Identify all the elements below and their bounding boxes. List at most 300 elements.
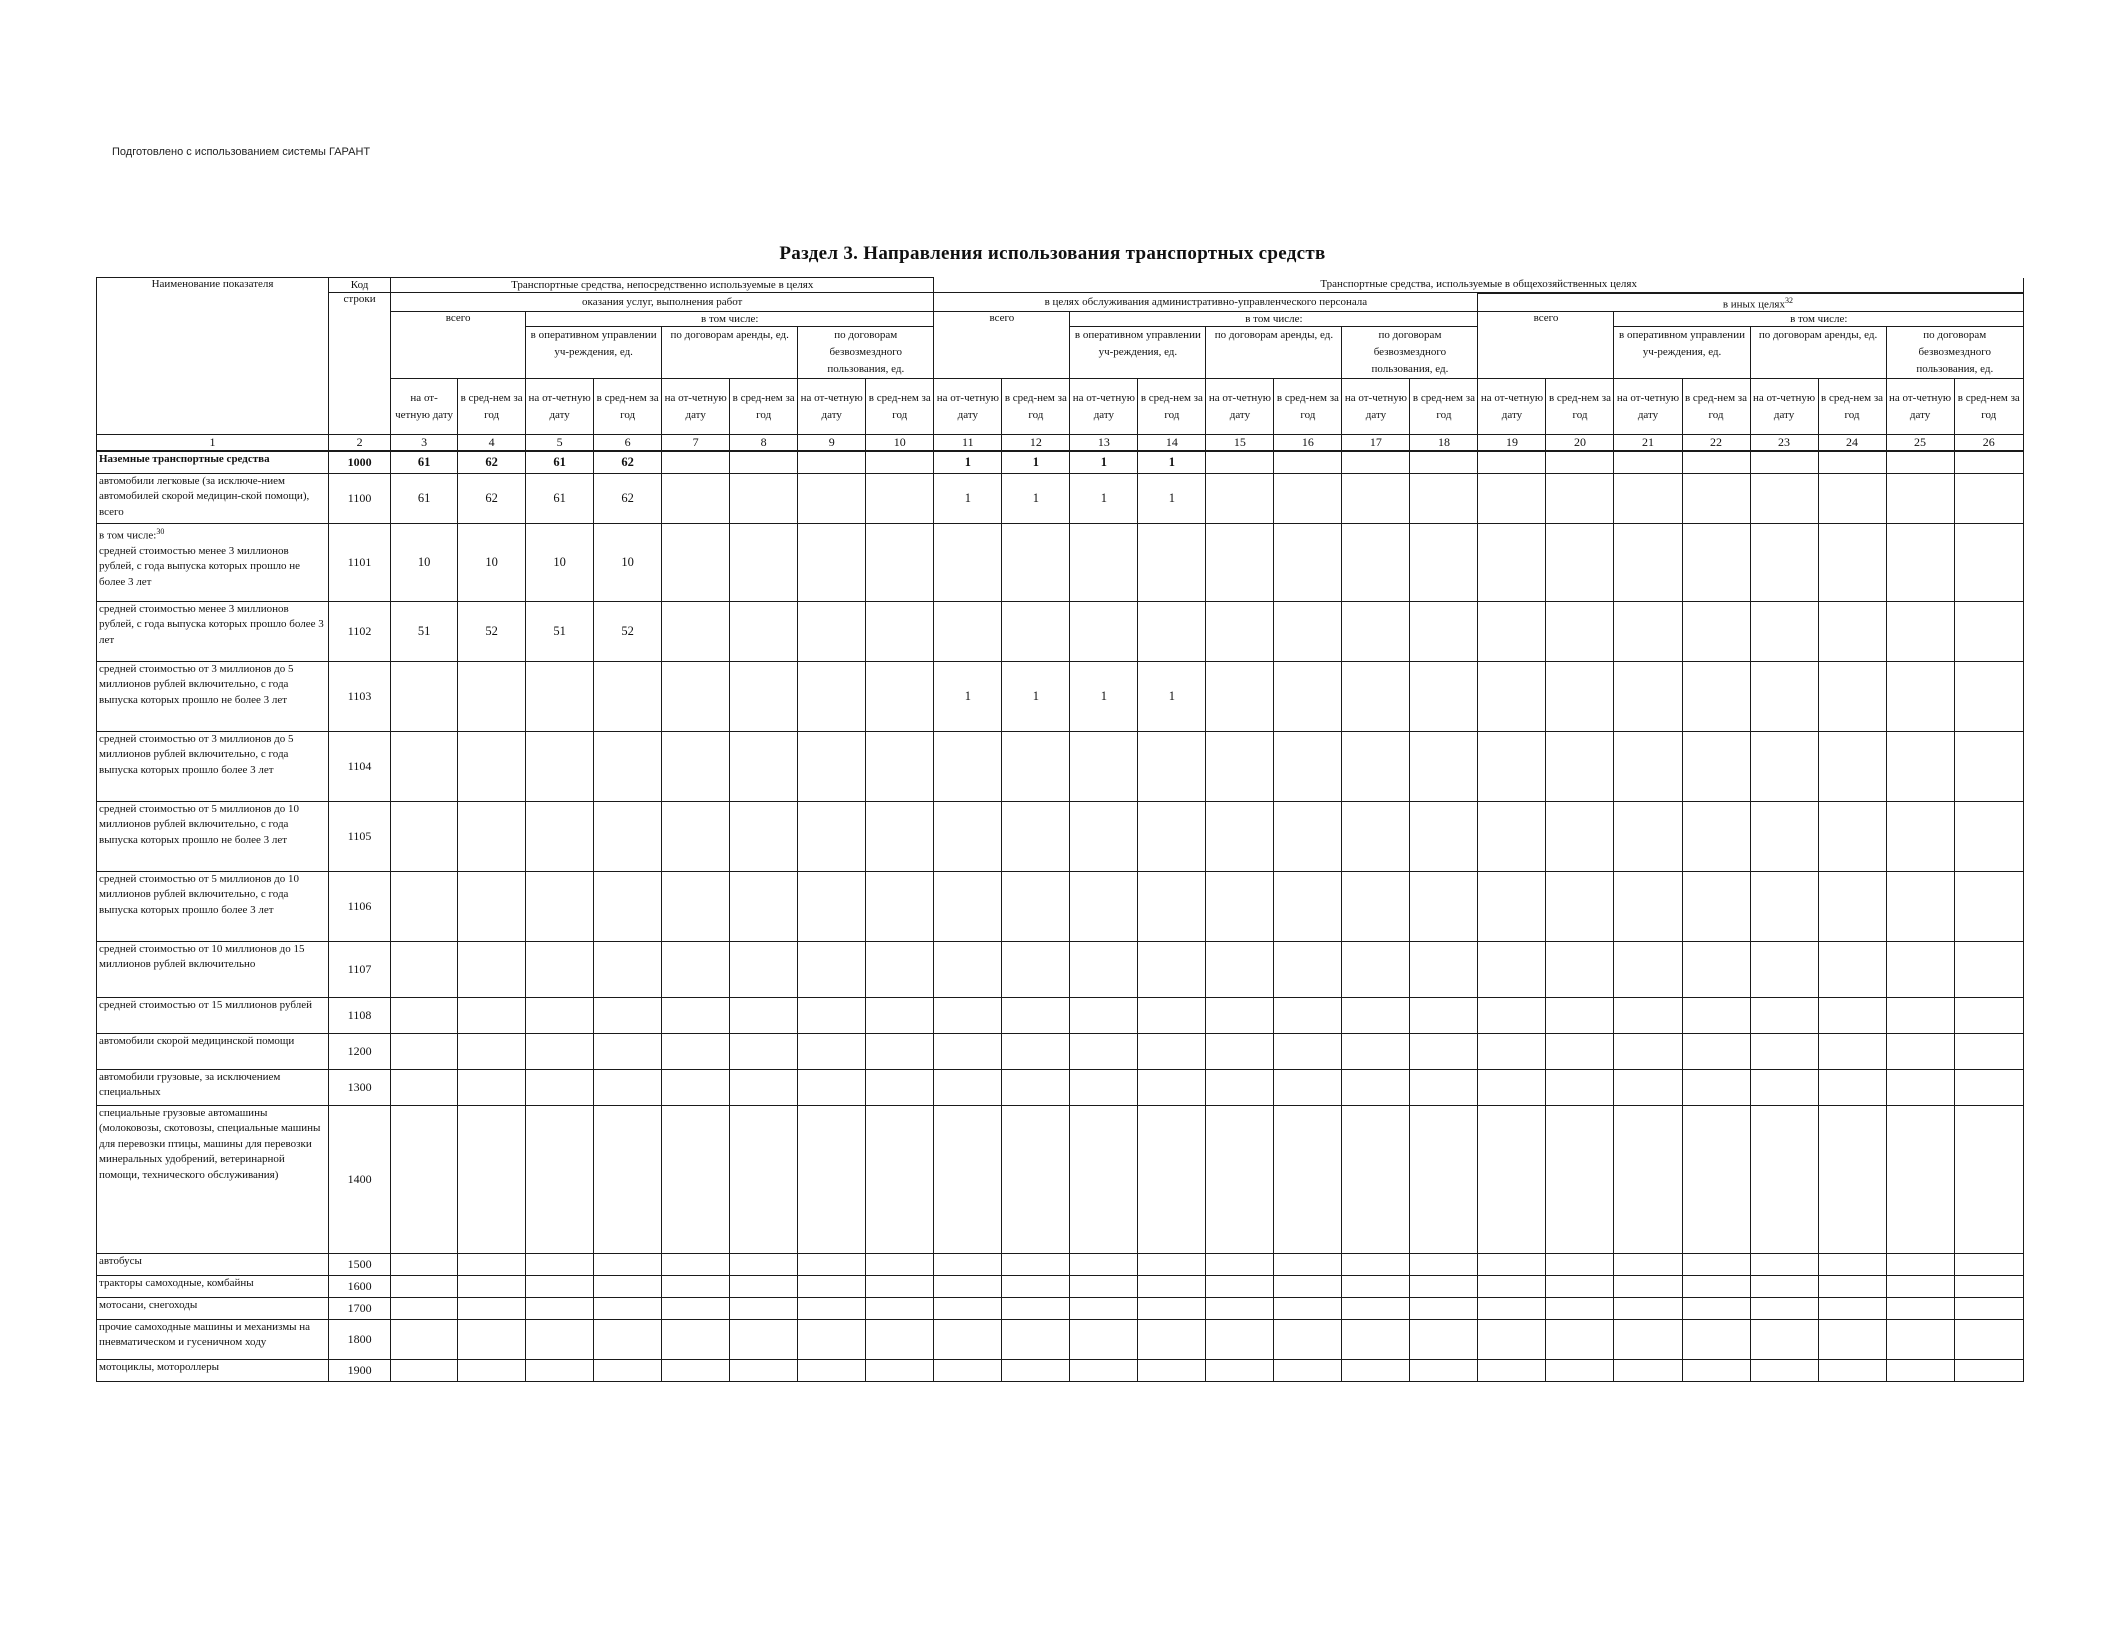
- value-cell: [1682, 731, 1750, 801]
- value-cell: [1546, 1359, 1614, 1381]
- value-cell: [730, 1319, 798, 1359]
- value-cell: [526, 1319, 594, 1359]
- indicator-name: мотоциклы, мотороллеры: [97, 1359, 329, 1381]
- table-row: [97, 1105, 2024, 1253]
- value-cell: [1410, 601, 1478, 661]
- value-cell: [1682, 1297, 1750, 1319]
- column-number: 18: [1410, 435, 1478, 452]
- value-cell: [1002, 1359, 1070, 1381]
- value-cell: [1886, 451, 1954, 473]
- value-cell: [1070, 871, 1138, 941]
- value-cell: 61: [391, 473, 458, 523]
- value-cell: [1342, 871, 1410, 941]
- value-cell: [1818, 601, 1886, 661]
- row-code: 1101: [329, 523, 391, 601]
- table-row: [97, 661, 2024, 731]
- value-cell: [934, 871, 1002, 941]
- column-number: 7: [662, 435, 730, 452]
- value-cell: 10: [391, 523, 458, 601]
- value-cell: [798, 1297, 866, 1319]
- value-cell: [1614, 731, 1682, 801]
- value-cell: [730, 1253, 798, 1275]
- value-cell: [1342, 801, 1410, 871]
- value-cell: [1002, 871, 1070, 941]
- value-cell: [594, 1105, 662, 1253]
- value-cell: [1954, 871, 2023, 941]
- value-cell: [458, 941, 526, 997]
- header-at-date: на от-четную дату: [934, 379, 1002, 435]
- value-cell: [1614, 661, 1682, 731]
- value-cell: [1138, 1319, 1206, 1359]
- table-row: [97, 601, 2024, 661]
- value-cell: [1410, 731, 1478, 801]
- value-cell: [934, 1253, 1002, 1275]
- value-cell: [866, 871, 934, 941]
- value-cell: [1002, 523, 1070, 601]
- value-cell: 61: [391, 451, 458, 473]
- value-cell: [1750, 601, 1818, 661]
- value-cell: [1138, 997, 1206, 1033]
- value-cell: [1002, 997, 1070, 1033]
- value-cell: [866, 473, 934, 523]
- header-at-date: на от-четную дату: [1342, 379, 1410, 435]
- header-direct-total: всего: [391, 312, 526, 379]
- column-number: 1: [97, 435, 329, 452]
- value-cell: [1546, 1069, 1614, 1105]
- value-cell: [1954, 1069, 2023, 1105]
- column-number: 23: [1750, 435, 1818, 452]
- value-cell: [1954, 1319, 2023, 1359]
- indicator-name: специальные грузовые автомашины (молоковозы, скотовозы, специальные машины для перевозки птицы, машины для перевозки минеральных удобрений, ветеринарной помощи, технического обслуживания): [97, 1105, 329, 1253]
- value-cell: [1478, 1069, 1546, 1105]
- value-cell: [1818, 523, 1886, 601]
- table-row: [97, 1253, 2024, 1275]
- value-cell: [1886, 1319, 1954, 1359]
- value-cell: [1274, 941, 1342, 997]
- value-cell: [866, 1297, 934, 1319]
- value-cell: [1682, 997, 1750, 1033]
- table-row: [97, 1297, 2024, 1319]
- value-cell: [1682, 1319, 1750, 1359]
- indicator-name: автомобили легковые (за исключе-нием автомобилей скорой медицин-ской помощи), всего: [97, 473, 329, 523]
- value-cell: [662, 941, 730, 997]
- value-cell: [1478, 523, 1546, 601]
- value-cell: [934, 601, 1002, 661]
- value-cell: [1274, 997, 1342, 1033]
- value-cell: [1410, 1105, 1478, 1253]
- value-cell: [594, 1297, 662, 1319]
- row-code: 1700: [329, 1297, 391, 1319]
- value-cell: [1274, 601, 1342, 661]
- header-avg-year: в сред-нем за год: [1818, 379, 1886, 435]
- value-cell: [1342, 523, 1410, 601]
- value-cell: [1206, 1033, 1274, 1069]
- value-cell: [866, 801, 934, 871]
- value-cell: [662, 1359, 730, 1381]
- value-cell: 61: [526, 473, 594, 523]
- value-cell: 62: [458, 451, 526, 473]
- value-cell: [1342, 601, 1410, 661]
- value-cell: [662, 1253, 730, 1275]
- value-cell: [1478, 871, 1546, 941]
- value-cell: [458, 1069, 526, 1105]
- value-cell: [662, 661, 730, 731]
- value-cell: [1206, 473, 1274, 523]
- value-cell: [934, 731, 1002, 801]
- value-cell: [391, 661, 458, 731]
- column-number: 17: [1342, 435, 1410, 452]
- value-cell: [391, 941, 458, 997]
- value-cell: [1682, 1253, 1750, 1275]
- header-avg-year: в сред-нем за год: [1954, 379, 2023, 435]
- header-direct-including: в том числе:: [526, 312, 934, 327]
- value-cell: [1206, 871, 1274, 941]
- column-number: 24: [1818, 435, 1886, 452]
- value-cell: [1750, 1319, 1818, 1359]
- row-code: 1400: [329, 1105, 391, 1253]
- row-code: 1102: [329, 601, 391, 661]
- value-cell: 1: [934, 661, 1002, 731]
- value-cell: [1546, 661, 1614, 731]
- value-cell: [1410, 661, 1478, 731]
- column-number: 14: [1138, 435, 1206, 452]
- value-cell: [1002, 1253, 1070, 1275]
- value-cell: [1138, 523, 1206, 601]
- value-cell: [866, 997, 934, 1033]
- header-direct-operative: в оперативном управлении уч-реждения, ед.: [526, 327, 662, 379]
- column-number: 20: [1546, 435, 1614, 452]
- table-row: [97, 523, 2024, 601]
- value-cell: [1070, 523, 1138, 601]
- header-other-operative: в оперативном управлении уч-реждения, ед.: [1614, 327, 1750, 379]
- value-cell: [934, 997, 1002, 1033]
- value-cell: [866, 1359, 934, 1381]
- value-cell: [1886, 871, 1954, 941]
- header-at-date: на от-четную дату: [1478, 379, 1546, 435]
- value-cell: [1478, 473, 1546, 523]
- header-general-group: Транспортные средства, используемые в общехозяйственных целях: [934, 278, 2024, 293]
- value-cell: [1886, 601, 1954, 661]
- row-code: 1200: [329, 1033, 391, 1069]
- value-cell: [934, 523, 1002, 601]
- value-cell: [798, 1319, 866, 1359]
- header-at-date: на от-четную дату: [1614, 379, 1682, 435]
- row-code: 1105: [329, 801, 391, 871]
- value-cell: [1614, 1253, 1682, 1275]
- column-number: 6: [594, 435, 662, 452]
- value-cell: [594, 1359, 662, 1381]
- value-cell: [798, 661, 866, 731]
- value-cell: [1070, 1297, 1138, 1319]
- value-cell: [1478, 1297, 1546, 1319]
- value-cell: [391, 871, 458, 941]
- table-row: [97, 997, 2024, 1033]
- value-cell: [1614, 1069, 1682, 1105]
- value-cell: [1954, 523, 2023, 601]
- value-cell: [526, 1275, 594, 1297]
- header-direct-lease: по договорам аренды, ед.: [662, 327, 798, 379]
- header-other-lease: по договорам аренды, ед.: [1750, 327, 1886, 379]
- value-cell: [1206, 1069, 1274, 1105]
- value-cell: [391, 1069, 458, 1105]
- value-cell: [1886, 997, 1954, 1033]
- value-cell: [1954, 1297, 2023, 1319]
- value-cell: [1546, 451, 1614, 473]
- table-row: [97, 941, 2024, 997]
- value-cell: [1750, 1069, 1818, 1105]
- row-code: 1103: [329, 661, 391, 731]
- value-cell: [1206, 997, 1274, 1033]
- value-cell: [458, 801, 526, 871]
- value-cell: [1342, 1319, 1410, 1359]
- value-cell: [1070, 1319, 1138, 1359]
- value-cell: [1070, 1105, 1138, 1253]
- value-cell: [1886, 1359, 1954, 1381]
- value-cell: [1954, 1253, 2023, 1275]
- value-cell: [1206, 941, 1274, 997]
- value-cell: [526, 1033, 594, 1069]
- value-cell: [798, 1359, 866, 1381]
- table-row: [97, 871, 2024, 941]
- value-cell: [1478, 661, 1546, 731]
- value-cell: [1954, 801, 2023, 871]
- value-cell: [1274, 801, 1342, 871]
- value-cell: [1478, 451, 1546, 473]
- value-cell: [458, 1275, 526, 1297]
- value-cell: [1614, 473, 1682, 523]
- column-number: 4: [458, 435, 526, 452]
- value-cell: [1818, 661, 1886, 731]
- header-direct-free-use: по договорам безвозмездного пользования, ед.: [798, 327, 934, 379]
- indicator-name: средней стоимостью от 15 миллионов рублей: [97, 997, 329, 1033]
- value-cell: [1002, 1275, 1070, 1297]
- indicator-name: средней стоимостью менее 3 миллионов рублей, с года выпуска которых прошло более 3 лет: [97, 601, 329, 661]
- table-header: [97, 278, 2024, 435]
- table-row: [97, 1319, 2024, 1359]
- value-cell: [1138, 1359, 1206, 1381]
- value-cell: [1342, 1359, 1410, 1381]
- value-cell: [1818, 731, 1886, 801]
- header-admin-sub: в целях обслуживания административно-управленческого персонала: [934, 293, 1478, 312]
- header-at-date: на от-четную дату: [391, 379, 458, 435]
- value-cell: [1546, 1033, 1614, 1069]
- value-cell: [1886, 523, 1954, 601]
- value-cell: [1614, 523, 1682, 601]
- value-cell: 10: [594, 523, 662, 601]
- value-cell: [1546, 1297, 1614, 1319]
- row-code: 1107: [329, 941, 391, 997]
- value-cell: [662, 1297, 730, 1319]
- value-cell: [662, 801, 730, 871]
- value-cell: [1206, 1359, 1274, 1381]
- column-number: 9: [798, 435, 866, 452]
- value-cell: [1138, 1297, 1206, 1319]
- header-avg-year: в сред-нем за год: [1546, 379, 1614, 435]
- value-cell: [1478, 731, 1546, 801]
- value-cell: [1206, 523, 1274, 601]
- transport-usage-table: [96, 277, 2024, 1382]
- value-cell: [526, 1069, 594, 1105]
- value-cell: [1818, 1297, 1886, 1319]
- value-cell: [866, 451, 934, 473]
- value-cell: [798, 1105, 866, 1253]
- value-cell: [458, 871, 526, 941]
- value-cell: [594, 1253, 662, 1275]
- value-cell: [526, 997, 594, 1033]
- value-cell: [798, 997, 866, 1033]
- value-cell: [866, 1069, 934, 1105]
- value-cell: [1206, 1319, 1274, 1359]
- value-cell: [391, 1275, 458, 1297]
- value-cell: [798, 731, 866, 801]
- value-cell: [866, 1319, 934, 1359]
- header-admin-including: в том числе:: [1070, 312, 1478, 327]
- value-cell: [662, 451, 730, 473]
- value-cell: [1886, 1275, 1954, 1297]
- value-cell: 51: [526, 601, 594, 661]
- value-cell: [934, 941, 1002, 997]
- value-cell: [1206, 801, 1274, 871]
- value-cell: [1138, 1069, 1206, 1105]
- value-cell: [1070, 1253, 1138, 1275]
- value-cell: [662, 1275, 730, 1297]
- value-cell: [1682, 451, 1750, 473]
- value-cell: [1750, 1033, 1818, 1069]
- indicator-name: средней стоимостью от 5 миллионов до 10 миллионов рублей включительно, с года выпуска которых прошло не более 3 лет: [97, 801, 329, 871]
- header-avg-year: в сред-нем за год: [1274, 379, 1342, 435]
- value-cell: [391, 1105, 458, 1253]
- indicator-name: автомобили скорой медицинской помощи: [97, 1033, 329, 1069]
- value-cell: [662, 1069, 730, 1105]
- value-cell: [391, 1033, 458, 1069]
- value-cell: [391, 1359, 458, 1381]
- indicator-name: прочие самоходные машины и механизмы на пневматическом и гусеничном ходу: [97, 1319, 329, 1359]
- value-cell: [1750, 941, 1818, 997]
- value-cell: [526, 1253, 594, 1275]
- table-row: [97, 801, 2024, 871]
- value-cell: [1274, 1275, 1342, 1297]
- value-cell: [1206, 1105, 1274, 1253]
- value-cell: [866, 523, 934, 601]
- column-number: 19: [1478, 435, 1546, 452]
- header-admin-total: всего: [934, 312, 1070, 379]
- value-cell: [391, 731, 458, 801]
- value-cell: [1274, 1253, 1342, 1275]
- value-cell: [1274, 1359, 1342, 1381]
- value-cell: [1478, 1105, 1546, 1253]
- header-other-sub-footnote: 32: [1785, 295, 1793, 305]
- value-cell: [866, 1253, 934, 1275]
- value-cell: [1342, 1297, 1410, 1319]
- value-cell: [458, 1297, 526, 1319]
- value-cell: [1274, 523, 1342, 601]
- value-cell: [934, 1297, 1002, 1319]
- value-cell: [866, 1033, 934, 1069]
- column-number: 12: [1002, 435, 1070, 452]
- value-cell: [1138, 801, 1206, 871]
- value-cell: [1886, 661, 1954, 731]
- value-cell: [662, 473, 730, 523]
- value-cell: [1818, 997, 1886, 1033]
- value-cell: [1886, 941, 1954, 997]
- value-cell: [1478, 941, 1546, 997]
- table-row: [97, 1359, 2024, 1381]
- value-cell: [594, 1275, 662, 1297]
- row-code: 1108: [329, 997, 391, 1033]
- column-number: 25: [1886, 435, 1954, 452]
- header-other-sub: [1478, 293, 2024, 312]
- value-cell: [1070, 731, 1138, 801]
- row-code: 1104: [329, 731, 391, 801]
- value-cell: [1410, 997, 1478, 1033]
- value-cell: [934, 801, 1002, 871]
- header-avg-year: в сред-нем за год: [1138, 379, 1206, 435]
- value-cell: [662, 601, 730, 661]
- value-cell: [798, 941, 866, 997]
- value-cell: [1614, 1275, 1682, 1297]
- value-cell: [934, 1275, 1002, 1297]
- value-cell: [662, 1319, 730, 1359]
- value-cell: [1002, 1319, 1070, 1359]
- value-cell: 1: [1002, 661, 1070, 731]
- header-at-date: на от-четную дату: [1750, 379, 1818, 435]
- value-cell: [1070, 941, 1138, 997]
- indicator-name: средней стоимостью от 10 миллионов до 15 миллионов рублей включительно: [97, 941, 329, 997]
- value-cell: [1682, 801, 1750, 871]
- indicator-name: автомобили грузовые, за исключением специальных: [97, 1069, 329, 1105]
- header-at-date: на от-четную дату: [526, 379, 594, 435]
- value-cell: [662, 731, 730, 801]
- value-cell: [1274, 731, 1342, 801]
- header-avg-year: в сред-нем за год: [458, 379, 526, 435]
- value-cell: 1: [1070, 473, 1138, 523]
- value-cell: 1: [934, 473, 1002, 523]
- value-cell: [730, 1359, 798, 1381]
- header-at-date: на от-четную дату: [1070, 379, 1138, 435]
- value-cell: [1410, 1253, 1478, 1275]
- value-cell: [458, 1319, 526, 1359]
- row-code: 1100: [329, 473, 391, 523]
- value-cell: [866, 661, 934, 731]
- value-cell: [526, 661, 594, 731]
- value-cell: [1002, 731, 1070, 801]
- value-cell: [391, 1319, 458, 1359]
- header-avg-year: в сред-нем за год: [1682, 379, 1750, 435]
- value-cell: [730, 473, 798, 523]
- value-cell: [1002, 1105, 1070, 1253]
- indicator-name: средней стоимостью от 5 миллионов до 10 миллионов рублей включительно, с года выпуска которых прошло более 3 лет: [97, 871, 329, 941]
- value-cell: [1342, 451, 1410, 473]
- value-cell: [1546, 941, 1614, 997]
- value-cell: [1818, 941, 1886, 997]
- value-cell: [1614, 871, 1682, 941]
- column-number: 8: [730, 435, 798, 452]
- value-cell: [1818, 871, 1886, 941]
- value-cell: [798, 451, 866, 473]
- value-cell: [1410, 941, 1478, 997]
- column-number: 16: [1274, 435, 1342, 452]
- header-at-date: на от-четную дату: [798, 379, 866, 435]
- value-cell: [594, 1069, 662, 1105]
- value-cell: [1274, 451, 1342, 473]
- value-cell: [1138, 1275, 1206, 1297]
- value-cell: [934, 1069, 1002, 1105]
- value-cell: [1750, 801, 1818, 871]
- table-row: [97, 451, 2024, 473]
- value-cell: [1206, 1297, 1274, 1319]
- indicator-name: средней стоимостью от 3 миллионов до 5 миллионов рублей включительно, с года выпуска которых прошло более 3 лет: [97, 731, 329, 801]
- value-cell: [1206, 601, 1274, 661]
